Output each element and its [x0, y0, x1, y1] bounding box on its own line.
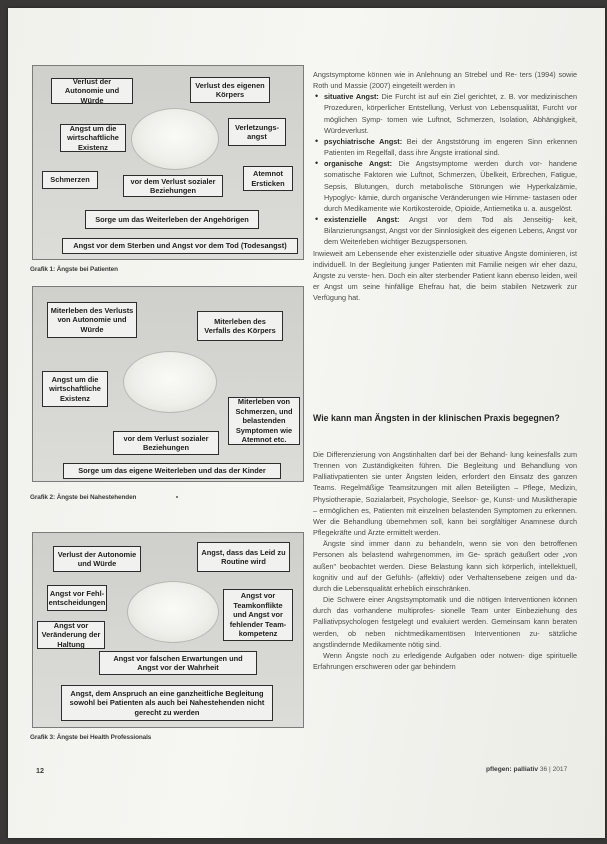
fig1-box-angehoerige: Sorge um das Weiterleben der Angehörigen [85, 210, 259, 229]
list-item: • existenzielle Angst: Angst vor dem Tod als Jenseitig- keit, Bilanzierungsangst, Angst vor der Sinnlosigkeit des eigenen Lebens, Angst vor dem Weiterleben wichtiger Bezugspersonen. [313, 214, 577, 247]
fig2-box-existenz: Angst um die wirtschaftliche Existenz [42, 371, 108, 407]
paragraph: Die Schwere einer Angstsymptomatik und die nötigen Interventionen können durch das vorhandene multiprofes- sionelle Team unter Einbeziehung des Palliativpsychologen festgelegt und evaluiert werden. Gemeinsam kann beraten werden, ob neben nichtmedikamentösen Interventionen zu- sätzliche angstlindernde Medikamente nötig sind. [313, 595, 577, 649]
fig2-box-autonomie: Miterleben des Verlusts von Autonomie und Würde [47, 302, 137, 338]
list-item: • psychiatrische Angst: Bei der Angststörung im engeren Sinn erkennen Patienten im Regelfall, dass ihre Ängste irrational sind. [313, 136, 577, 158]
fig1-box-schmerzen: Schmerzen [42, 171, 98, 189]
figure-3 [32, 532, 304, 728]
list-item: • situative Angst: Die Furcht ist auf ein Ziel gerichtet, z. B. vor medizinischen Prozeduren, körperlicher Entstellung, Verlust von Lebensqualität, Furcht vor möglichen Symp- tomen wie Luftnot, Schmerzen, Isolation, Abhängigkeit, Würdeverlust. [313, 91, 577, 136]
fig2-box-koerper: Miterleben des Verfalls des Körpers [197, 311, 283, 341]
figure-2-center-ellipse [123, 351, 217, 413]
fig1-box-autonomie: Verlust der Autonomie und Würde [51, 78, 133, 104]
fig1-box-atemnot: Atemnot Ersticken [243, 166, 293, 191]
paragraph: Die Differenzierung von Angstinhalten darf bei der Behand- lung keinesfalls zum Trennen von Zuständigkeiten führen. Die Begleitung und Behandlung von Palliativpatienten sie unter Ängsten leiden, erfordert den Einsatz des ganzen Teams. Regelmäßige Teamsitzungen mit allen Beteiligten – Pflege, Medizin, Physiotherapie, Sozialarbeit, Psychologie, Seelsor- ge, Kunst- und Musiktherapie – ermöglichen es, Patienten mit einzelnen belastenden Symptomen zu erkennen. Wer die Behandlung übernehmen soll, kann bei sorgfältiger Anamnese durch Pflegekräfte und Ärzte ermittelt werden. [313, 450, 577, 538]
figure-1-caption: Grafik 1: Ängste bei Patienten [30, 266, 118, 273]
fig2-box-weiterleben: Sorge um das eigene Weiterleben und das der Kinder [63, 463, 281, 479]
figure-1 [32, 65, 304, 260]
fig3-box-autonomie: Verlust der Autonomie und Würde [53, 546, 141, 572]
angst-list [313, 91, 577, 247]
fig3-box-anspruch: Angst, dem Anspruch an eine ganzheitliche Begleitung sowohl bei Patienten als auch bei Nahestehenden nicht gerecht zu werden [61, 685, 273, 721]
page-number: 12 [36, 766, 44, 775]
fig1-box-koerper: Verlust des eigenen Körpers [190, 77, 270, 103]
journal-footer [486, 766, 567, 773]
paragraph: Inwieweit am Lebensende eher existenzielle oder situative Ängste dominieren, ist individuell. In der Begleitung junger Patienten mit Familie neigen wir eher dazu, Ängste zu verste- hen. Doch ein alter sterbender Patient kann ebenso leiden, weil er Angst um seine hinfällige Ehefrau hat, die beim stabilen Netzwerk zur Verfügung hat. [313, 248, 577, 303]
stray-dot [176, 496, 178, 498]
fig1-box-beziehungen: vor dem Verlust sozialer Beziehungen [123, 175, 223, 197]
fig1-box-tod: Angst vor dem Sterben und Angst vor dem Tod (Todesangst) [62, 238, 298, 254]
journal-name: pflegen: palliativ [486, 766, 539, 773]
figure-1-center-ellipse [131, 108, 219, 170]
section-heading: Wie kann man Ängsten in der klinischen Praxis begegnen? [313, 413, 560, 423]
figure-3-caption: Grafik 3: Ängste bei Health Professionals [30, 734, 152, 741]
paragraph: Wenn Ängste noch zu erledigende Aufgaben oder notwen- dige spirituelle Erfahrungen erschweren oder gar behindern [313, 650, 577, 671]
list-item: • organische Angst: Die Angstsymptome werden durch vor- handene somatische Faktoren wie Luftnot, Schmerzen, Übelkeit, Erbrechen, Fatigue, Sepsis, Blutungen, durch metabolische Störungen wie Hyperkalzämie, Hypoglyc- kämie, durch organische Veränderungen wie Hirnme- tastasen oder durch Medikamente wie Kortikosteroide, Opioide, Antiemetika u. a. ausgelöst. [313, 158, 577, 214]
fig2-box-beziehungen: vor dem Verlust sozialer Beziehungen [113, 431, 219, 455]
intro-paragraph: Angstsymptome können wie in Anlehnung an Strebel und Re- ters (1994) sowie Roth und Massie (2007) eingeteilt werden in [313, 70, 577, 91]
fig3-box-teamkonflikte: Angst vor Teamkonflikte und Angst vor fehlender Team- kompetenz [223, 589, 293, 641]
paragraph: Ängste sind immer dann zu behandeln, wenn sie von den betroffenen Personen als belastend wahrgenommen, im Ge- spräch geäußert oder „von außen" beobachtet werden. Diese Belastung kann sich körperlich, intellektuell, kognitiv und auf der Gefühls- (affektiv) oder Verhaltensebene zeigen und da- durch die Lebensqualität erheblich einschränken. [313, 539, 577, 593]
fig3-box-veraenderung: Angst vor Veränderung der Haltung [37, 621, 105, 649]
fig1-box-verletzung: Verletzungs- angst [228, 118, 286, 146]
fig3-box-erwartungen: Angst vor falschen Erwartungen und Angst vor der Wahrheit [99, 651, 257, 675]
fig3-box-fehlentscheidungen: Angst vor Fehl- entscheidungen [47, 585, 107, 611]
figure-2-caption: Grafik 2: Ängste bei Nahestehenden [30, 494, 137, 501]
journal-issue: 36 | 2017 [539, 766, 568, 773]
fig1-box-existenz: Angst um die wirtschaftliche Existenz [60, 124, 126, 152]
fig2-box-symptome: Miterleben von Schmerzen, und belastenden Symptomen wie Atemnot etc. [228, 397, 300, 445]
text-column-bottom [313, 449, 577, 672]
page [8, 8, 605, 838]
figure-2 [32, 286, 304, 482]
figure-3-center-ellipse [127, 581, 219, 643]
text-column-top [313, 69, 577, 303]
fig3-box-leid: Angst, dass das Leid zu Routine wird [197, 542, 290, 572]
